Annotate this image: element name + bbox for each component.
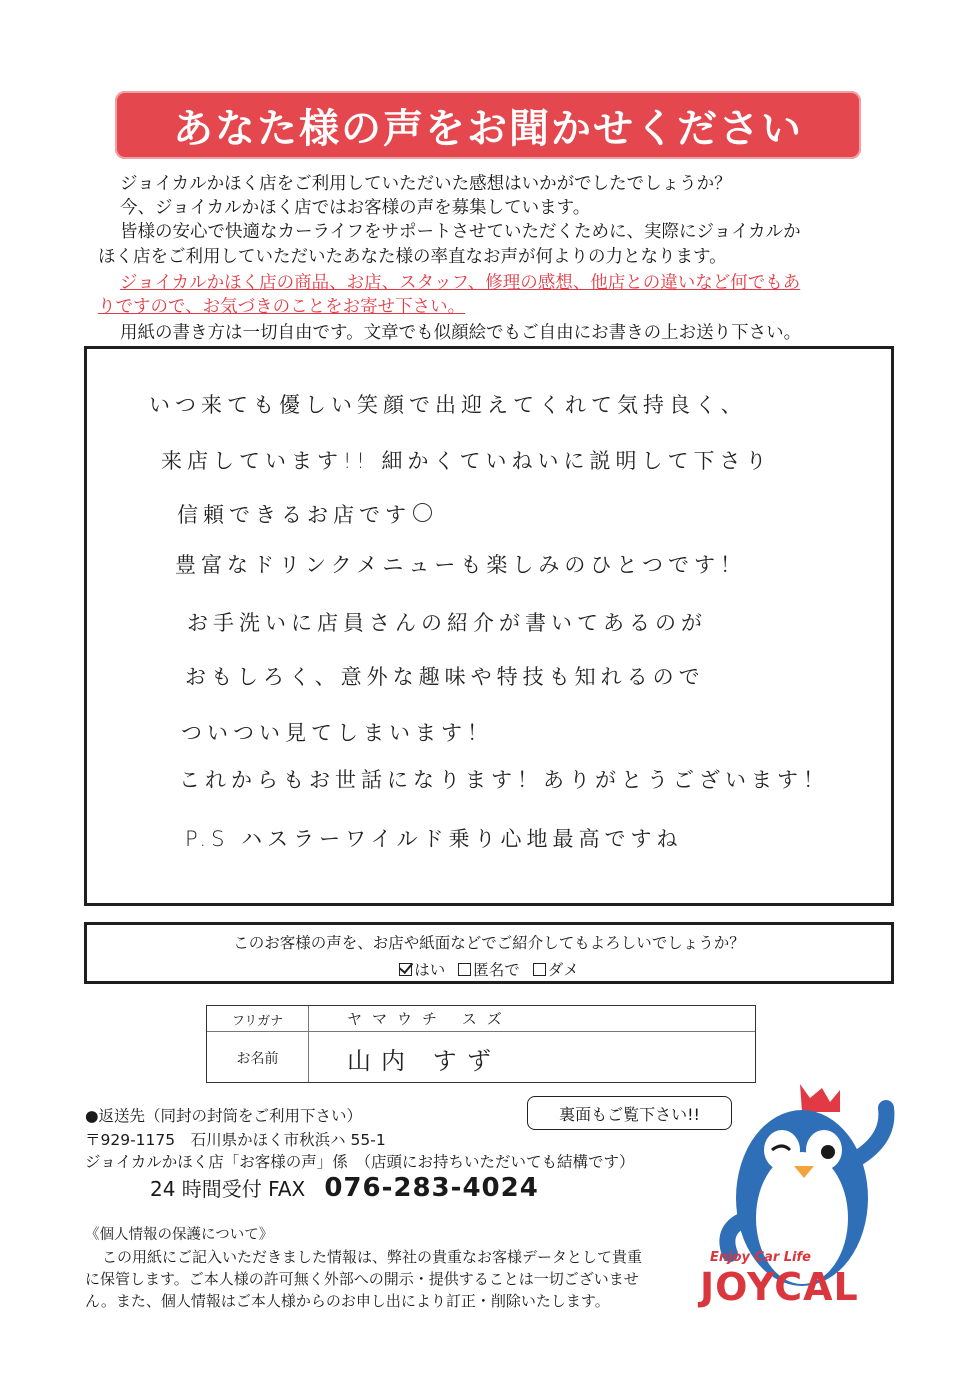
intro-line: ジョイカルかほく店をご利用していただいた感想はいかがでしたでしょうか？ [120,174,732,194]
name-row [207,1031,755,1082]
fax-line [150,1173,539,1203]
handwritten-message-box [84,346,894,906]
intro-line: ほく店をご利用していただいたあなた様の率直なお声が何よりの力となります。 [98,247,727,267]
intro-line: 皆様の安心で快適なカーライフをサポートさせていただくために、実際にジョイカルか [120,222,801,242]
consent-option-yes[interactable] [399,958,445,980]
checkbox-icon[interactable] [533,963,546,976]
option-label: ダメ [547,961,579,979]
message-line: P.S ハスラーワイルド乗り心地最高ですね [185,827,683,851]
consent-options [87,958,891,980]
intro-highlight-line: りですので、お気づきのことをお寄せ下さい。 [98,297,466,317]
name-field[interactable]: 山内 すず [347,1047,501,1075]
consent-option-anonymous[interactable] [458,958,520,980]
furigana-row [207,1006,755,1032]
intro-line: 今、ジョイカルかほく店ではお客様の声を募集しています。 [120,198,591,218]
message-line: お手洗いに店員さんの紹介が書いてあるのが [187,611,707,635]
fax-label: 24 時間受付 FAX [150,1177,306,1201]
consent-box [84,922,894,984]
fax-number: 076-283-4024 [324,1173,539,1203]
privacy-line: に保管します。ご本人様の許可無く外部への開示・提供することは一切ございませ [85,1270,639,1288]
joycal-logo: JOYCAL [700,1265,859,1309]
consent-option-no[interactable] [533,958,579,980]
privacy-line: この用紙にご記入いただきました情報は、弊社の貴重なお客様データとして貴重 [102,1248,643,1266]
name-label: お名前 [236,1051,279,1067]
furigana-field[interactable]: ヤマウチ スズ [347,1010,512,1028]
return-recipient: ジョイカルかほく店「お客様の声」係 （店頭にお持ちいただいても結構です） [85,1153,635,1171]
consent-question: このお客様の声を、お店や紙面などでご紹介してもよろしいでしょうか？ [233,934,745,952]
option-label: はい [414,961,446,979]
message-line: ついつい見てしまいます！ [181,721,493,745]
furigana-label: フリガナ [231,1014,284,1029]
page-title: あなた様の声をお聞かせください [173,105,803,152]
logo-tagline: Enjoy Car Life [710,1250,811,1265]
message-line: これからもお世話になります！ありがとうございます！ [179,768,829,792]
message-line: おもしろく、意外な趣味や特技も知れるので [185,665,705,689]
smiley-icon [413,503,432,522]
bubble-text: 裏面もご覧下さい!! [559,1104,700,1124]
message-line: 豊富なドリンクメニューも楽しみのひとつです！ [175,553,746,577]
name-table [206,1005,756,1083]
message-line: いつ来ても優しい笑顔で出迎えてくれて気持良く、 [149,393,747,417]
checkbox-icon[interactable] [458,963,471,976]
message-line: 来店しています!! 細かくていねいに説明して下さり [161,449,772,473]
return-address: 〒929-1175 石川県かほく市秋浜ハ 55-1 [85,1131,386,1149]
intro-highlight-line: ジョイカルかほく店の商品、お店、スタッフ、修理の感想、他店との違いなど何でもあ [120,273,801,293]
header-banner [115,91,861,159]
intro-line: 用紙の書き方は一切自由です。文章でも似顔絵でもご自由にお書きの上お送り下さい。 [120,323,802,343]
privacy-line: ん。また、個人情報はご本人様からのお申し出により訂正・削除いたします。 [85,1292,610,1310]
return-heading: ●返送先（同封の封筒をご利用下さい） [85,1107,363,1125]
privacy-title: 《個人情報の保護について》 [85,1227,274,1243]
checkbox-checked-icon[interactable] [399,963,412,976]
option-label: 匿名で [473,961,520,979]
message-line: 信頼できるお店です [177,503,411,527]
